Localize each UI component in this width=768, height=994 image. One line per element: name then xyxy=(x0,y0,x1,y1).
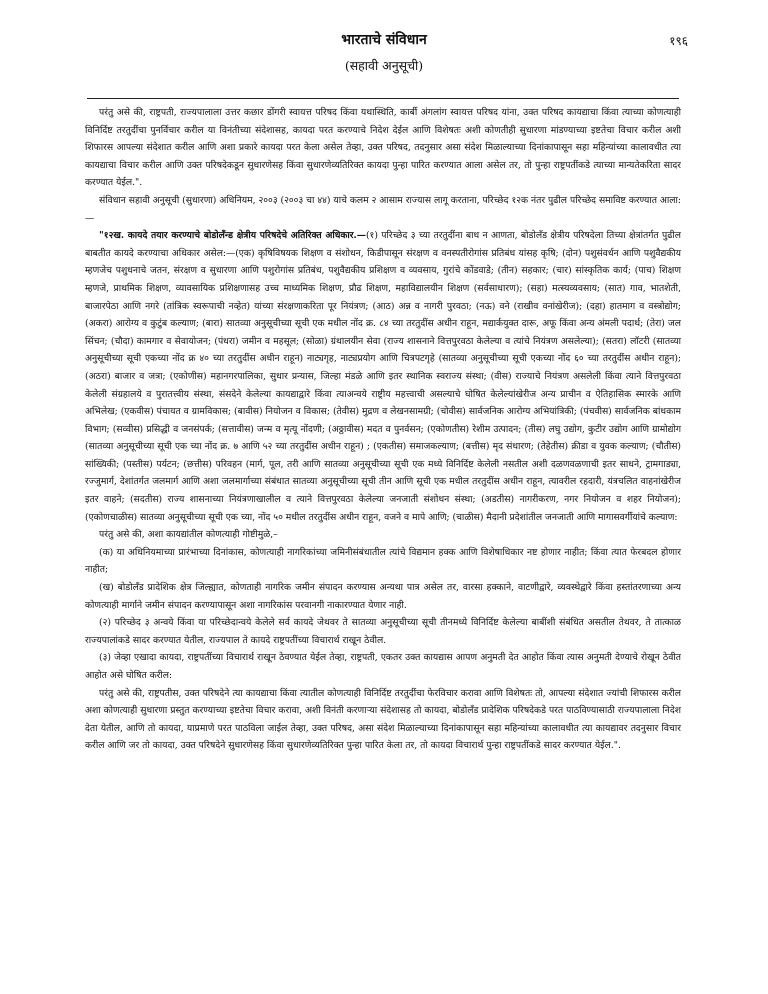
paragraph-subsection-2: (२) परिच्छेद ३ अन्वये किंवा या परिच्छेदान्वये केलेले सर्व कायदे जेथवर ते सातव्या अनुसूचीच्या सूची तीनमध्ये विनिर्दिष्ट केलेल्या बाबींशी संबंधित असतील तेथवर, ते तात्काळ राज्यपालांकडे सादर करण्यात येतील, राज्यपाल ते कायदे राष्ट्रपतींच्या विचारार्थ राखून ठेवील. xyxy=(85,617,681,646)
paragraph-proviso-2: परंतु असे की, अशा कायद्यांतील कोणत्याही गोष्टीमुळे,– xyxy=(99,529,278,541)
paragraph-clause-ka: (क) या अधिनियमाच्या प्रारंभाच्या दिनांकास, कोणत्याही नागरिकांच्या जमिनीसंबंधातील त्यांचे विद्यमान हक्क आणि विशेषाधिकार नष्ट होणार नाहीत; किंवा त्यात फेरबदल होणार नाहीत; xyxy=(85,546,681,576)
section-heading-12b: "१२ख. कायदे तयार करण्याचे बोडोलँन्ड क्षेत्रीय परिषदेचे अतिरिक्त अधिकार.— xyxy=(99,230,366,242)
paragraph-12b xyxy=(85,227,681,526)
page-title: भारताचे संविधान xyxy=(341,32,427,48)
section-text-12b: (१) परिच्छेद ३ च्या तरतुदींना बाध न आणता, बोडोलँड क्षेत्रीय परिषदेला तिच्या क्षेत्रांतर्गत पुढील बाबतीत कायदे करण्याचा अधिकार असेल:—(एक) कृषिविषयक शिक्षण व संशोधन, किडीपासून संरक्षण व वनस्पतीरोगांस प्रतिबंध यांसह कृषि; (दोन) पशुसंवर्धन आणि पशुवैद्यकीय म्हणजेच पशुधनाचे जतन, संरक्षण व सुधारणा आणि पशुरोगांस प्रतिबंध, पशुवैद्यकीय प्रशिक्षण व व्यवसाय, गुरांचे कोंडवाडे; (तीन) सहकार; (चार) सांस्कृतिक कार्य; (पाच) शिक्षण म्हणजे, प्राथमिक शिक्षण, व्यावसायिक प्रशिक्षणासह उच्च माध्यमिक शिक्षण, प्रौढ शिक्षण, महाविद्यालयीन शिक्षण (सर्वसाधारण); (सहा) मत्स्यव्यवसाय; (सात) गाव, भातशेती, बाजारपेठा आणि नगरे (तांत्रिक स्वरूपाची नव्हेत) यांच्या संरक्षणाकरिता पूर नियंत्रण; (आठ) अन्न व नागरी पुरवठा; (नऊ) वने (राखीव वनांखेरीज); (दहा) हातमाग व वस्त्रोद्योग; (अकरा) आरोग्य व कुटुंब कल्याण; (बारा) सातव्या अनुसूचीच्या सूची एक मधील नोंद क्र. ८४ च्या तरतुदींस अधीन राहून, मद्यार्कयुक्त दारू, अफू किंवा अन्य अंमली पदार्थ; (तेरा) जल सिंचन; (चौदा) कामगार व सेवायोजन; (पंधरा) जमीन व महसूल; (सोळा) ग्रंथालयीन सेवा (राज्य शासनाने वित्तपुरवठा केलेल्या व त्यांचे नियंत्रण असलेल्या); (सतरा) लॉटरी (सातव्या अनुसूचीच्या सूची एकच्या नोंद क्र ४० च्या तरतुदींस अधीन राहून) नाट्यगृह, नाट्यप्रयोग आणि चित्रपटगृहे (सातव्या अनुसूचीच्या सूची एकच्या नोंद ६० च्या तरतुदींस अधीन राहून); (अठरा) बाजार व जत्रा; (एकोणीस) महानगरपालिका, सुधार प्रन्यास, जिल्हा मंडळे आणि इतर स्थानिक स्वराज्य संस्था; (वीस) राज्याचे नियंत्रण असलेली किंवा त्याने वित्तपुरवठा केलेली संग्रहालये व पुरातत्त्वीय संस्था, संसदेने केलेल्या कायद्याद्वारे किंवा त्याअन्वये राष्ट्रीय महत्त्वाची असल्याचे घोषित केलेल्यांखेरीज अन्य प्राचीन व ऐतिहासिक स्मारके आणि अभिलेख; (एकवीस) पंचायत व ग्रामविकास; (बावीस) नियोजन व विकास; (तेवीस) मुद्रण व लेखनसामग्री; (चोवीस) सार्वजनिक आरोग्य अभियांत्रिकी; (पंचवीस) सार्वजनिक बांधकाम विभाग; (सव्वीस) प्रसिद्धी व जनसंपर्क; (सत्तावीस) जन्म व मृत्यू नोंदणी; (अठ्ठावीस) मदत व पुनर्वसन; (एकोणतीस) रेशीम उत्पादन; (तीस) लघु उद्योग, कुटीर उद्योग आणि ग्रामोद्योग (सातव्या अनुसूचीच्या सूची एक च्या नोंद क्र. ७ आणि ५२ च्या तरतुदींस अधीन राहून) ; (एकतीस) समाजकल्याण; (बत्तीस) मृद संधारण; (तेहेतीस) क्रीडा व युवक कल्याण; (चौतीस) सांख्यिकी; (पस्तीस) पर्यटन; (छत्तीस) परिवहन (मार्ग, पूल, तरी आणि सातव्या अनुसूचीच्या सूची एक मध्ये विनिर्दिष्ट केलेली नसतील अशी दळणवळणाची इतर साधने, ट्रामगाड्या, रज्जुमार्ग, देशांतर्गत जलमार्ग आणि अशा जलमार्गाच्या संबंधात सातव्या अनुसूचीच्या सूची तीन आणि सूची एक मधील तरतुदींस अधीन राहून, त्यावरील रहदारी, यंत्रचलित वाहनांखेरीज इतर वाहने; (सदतीस) राज्य शासनाच्या नियंत्रणाखालील व त्याने वित्तपुरवठा केलेल्या जनजाती संशोधन संस्था; (अडतीस) नागरीकरण, नगर नियोजन व शहर नियोजन); (एकोणचाळीस) सातव्या अनुसूचीच्या सूची एक च्या, नोंद ५० मधील तरतुदींस अधीन राहून, वजने व मापे आणि; (चाळीस) मैदानी प्रदेशांतील जनजाती आणि मागासवर्गीयांचे कल्याण: xyxy=(85,230,681,523)
paragraph-clause-kha: (ख) बोडोलँड प्रादेशिक क्षेत्र जिल्ह्यात, कोणताही नागरिक जमीन संपादन करण्यास अन्यथा पात्र असेल तर, वारसा हक्काने, वाटणीद्वारे, व्यवस्थेद्वारे किंवा हस्तांतरणाच्या अन्य कोणत्याही मार्गाने जमीन संपादन करण्यापासून अशा नागरिकांस परवानगी नाकारण्यात येणार नाही. xyxy=(85,582,681,611)
paragraph-subsection-3: (३) जेव्हा एखादा कायदा, राष्ट्रपतींच्या विचारार्थ राखून ठेवण्यात येईल तेव्हा, राष्ट्रपती, एकतर उक्त कायद्यास आपण अनुमती देत आहोत किंवा त्यास अनुमती देण्याचे रोखून ठेवीत आहोत असे घोषित करील: xyxy=(85,652,681,681)
header-divider xyxy=(87,98,679,99)
document-body xyxy=(85,104,681,874)
paragraph-proviso-1: परंतु असे की, राष्ट्रपती, राज्यपालाला उत्तर कछार डोंगरी स्वायत्त परिषद किंवा यथास्थिति, कार्बी अंगलांग स्वायत्त परिषद यांना, उक्त परिषद कायद्याचा किंवा त्याच्या कोणत्याही विनिर्दिष्ट तरतुदींचा पुनर्विचार करील या विनंतीच्या संदेशासह, कायदा परत करण्याचे निदेश देईल आणि विशेषतः अशी कोणतीही सुधारणा मांडण्याच्या इष्टतेचा विचार करील अशी शिफारस आपल्या संदेशात करील आणि अशा प्रकारे कायदा परत केला असेल तेव्हा, उक्त परिषद, तदनुसार असा संदेश मिळाल्याच्या दिनांकापासून सहा महिन्यांच्या कालावधीत त्या कायद्याचा विचार करील आणि उक्त परिषदेकडून सुधारणेसह किंवा सुधारणेव्यतिरिक्त कायदा पुन्हा पारित करण्यात आला असेल तर, तो पुन्हा राष्ट्रपतींकडे त्याच्या मान्यतेकरिता सादर करण्यात येईल.". xyxy=(85,107,681,189)
page-number: १९६ xyxy=(669,34,688,48)
page-subtitle: (सहावी अनुसूची) xyxy=(344,58,424,73)
paragraph-proviso-3: परंतु असे की, राष्ट्रपतीस, उक्त परिषदेने त्या कायद्याचा किंवा त्यातील कोणत्याही विनिर्दिष्ट तरतुदींचा फेरविचार करावा आणि विशेषतः तो, आपल्या संदेशात ज्यांची शिफारस करील अशा कोणत्याही सुधारणा प्रस्तुत करण्याच्या इष्टतेचा विचार करावा, अशी विनंती करणाऱ्या संदेशासह तो कायदा, बोडोलँड प्रादेशिक परिषदेकडे परत पाठविण्यासाठी राज्यपालाला निदेश देता येतील, आणि तो कायदा, याप्रमाणे परत पाठविला जाईल तेव्हा, उक्त परिषद, असा संदेश मिळाल्याच्या दिनांकापासून सहा महिन्यांच्या कालावधीत त्या कायद्यावर तदनुसार विचार करील आणि जर तो कायदा, उक्त परिषदेने सुधारणेसह किंवा सुधारणेव्यतिरिक्त पुन्हा पारित केला तर, तो कायदा विचारार्थ पुन्हा राष्ट्रपतींकडे सादर करण्यात येईल.". xyxy=(85,687,681,752)
paragraph-amendment-intro: संविधान सहावी अनुसूची (सुधारणा) अधिनियम, २००३ (२००३ चा ४४) याचे कलम २ आसाम राज्यास लागू करताना, परिच्छेद १२क नंतर पुढील परिच्छेद समाविष्ट करण्यात आला:— xyxy=(85,194,681,224)
